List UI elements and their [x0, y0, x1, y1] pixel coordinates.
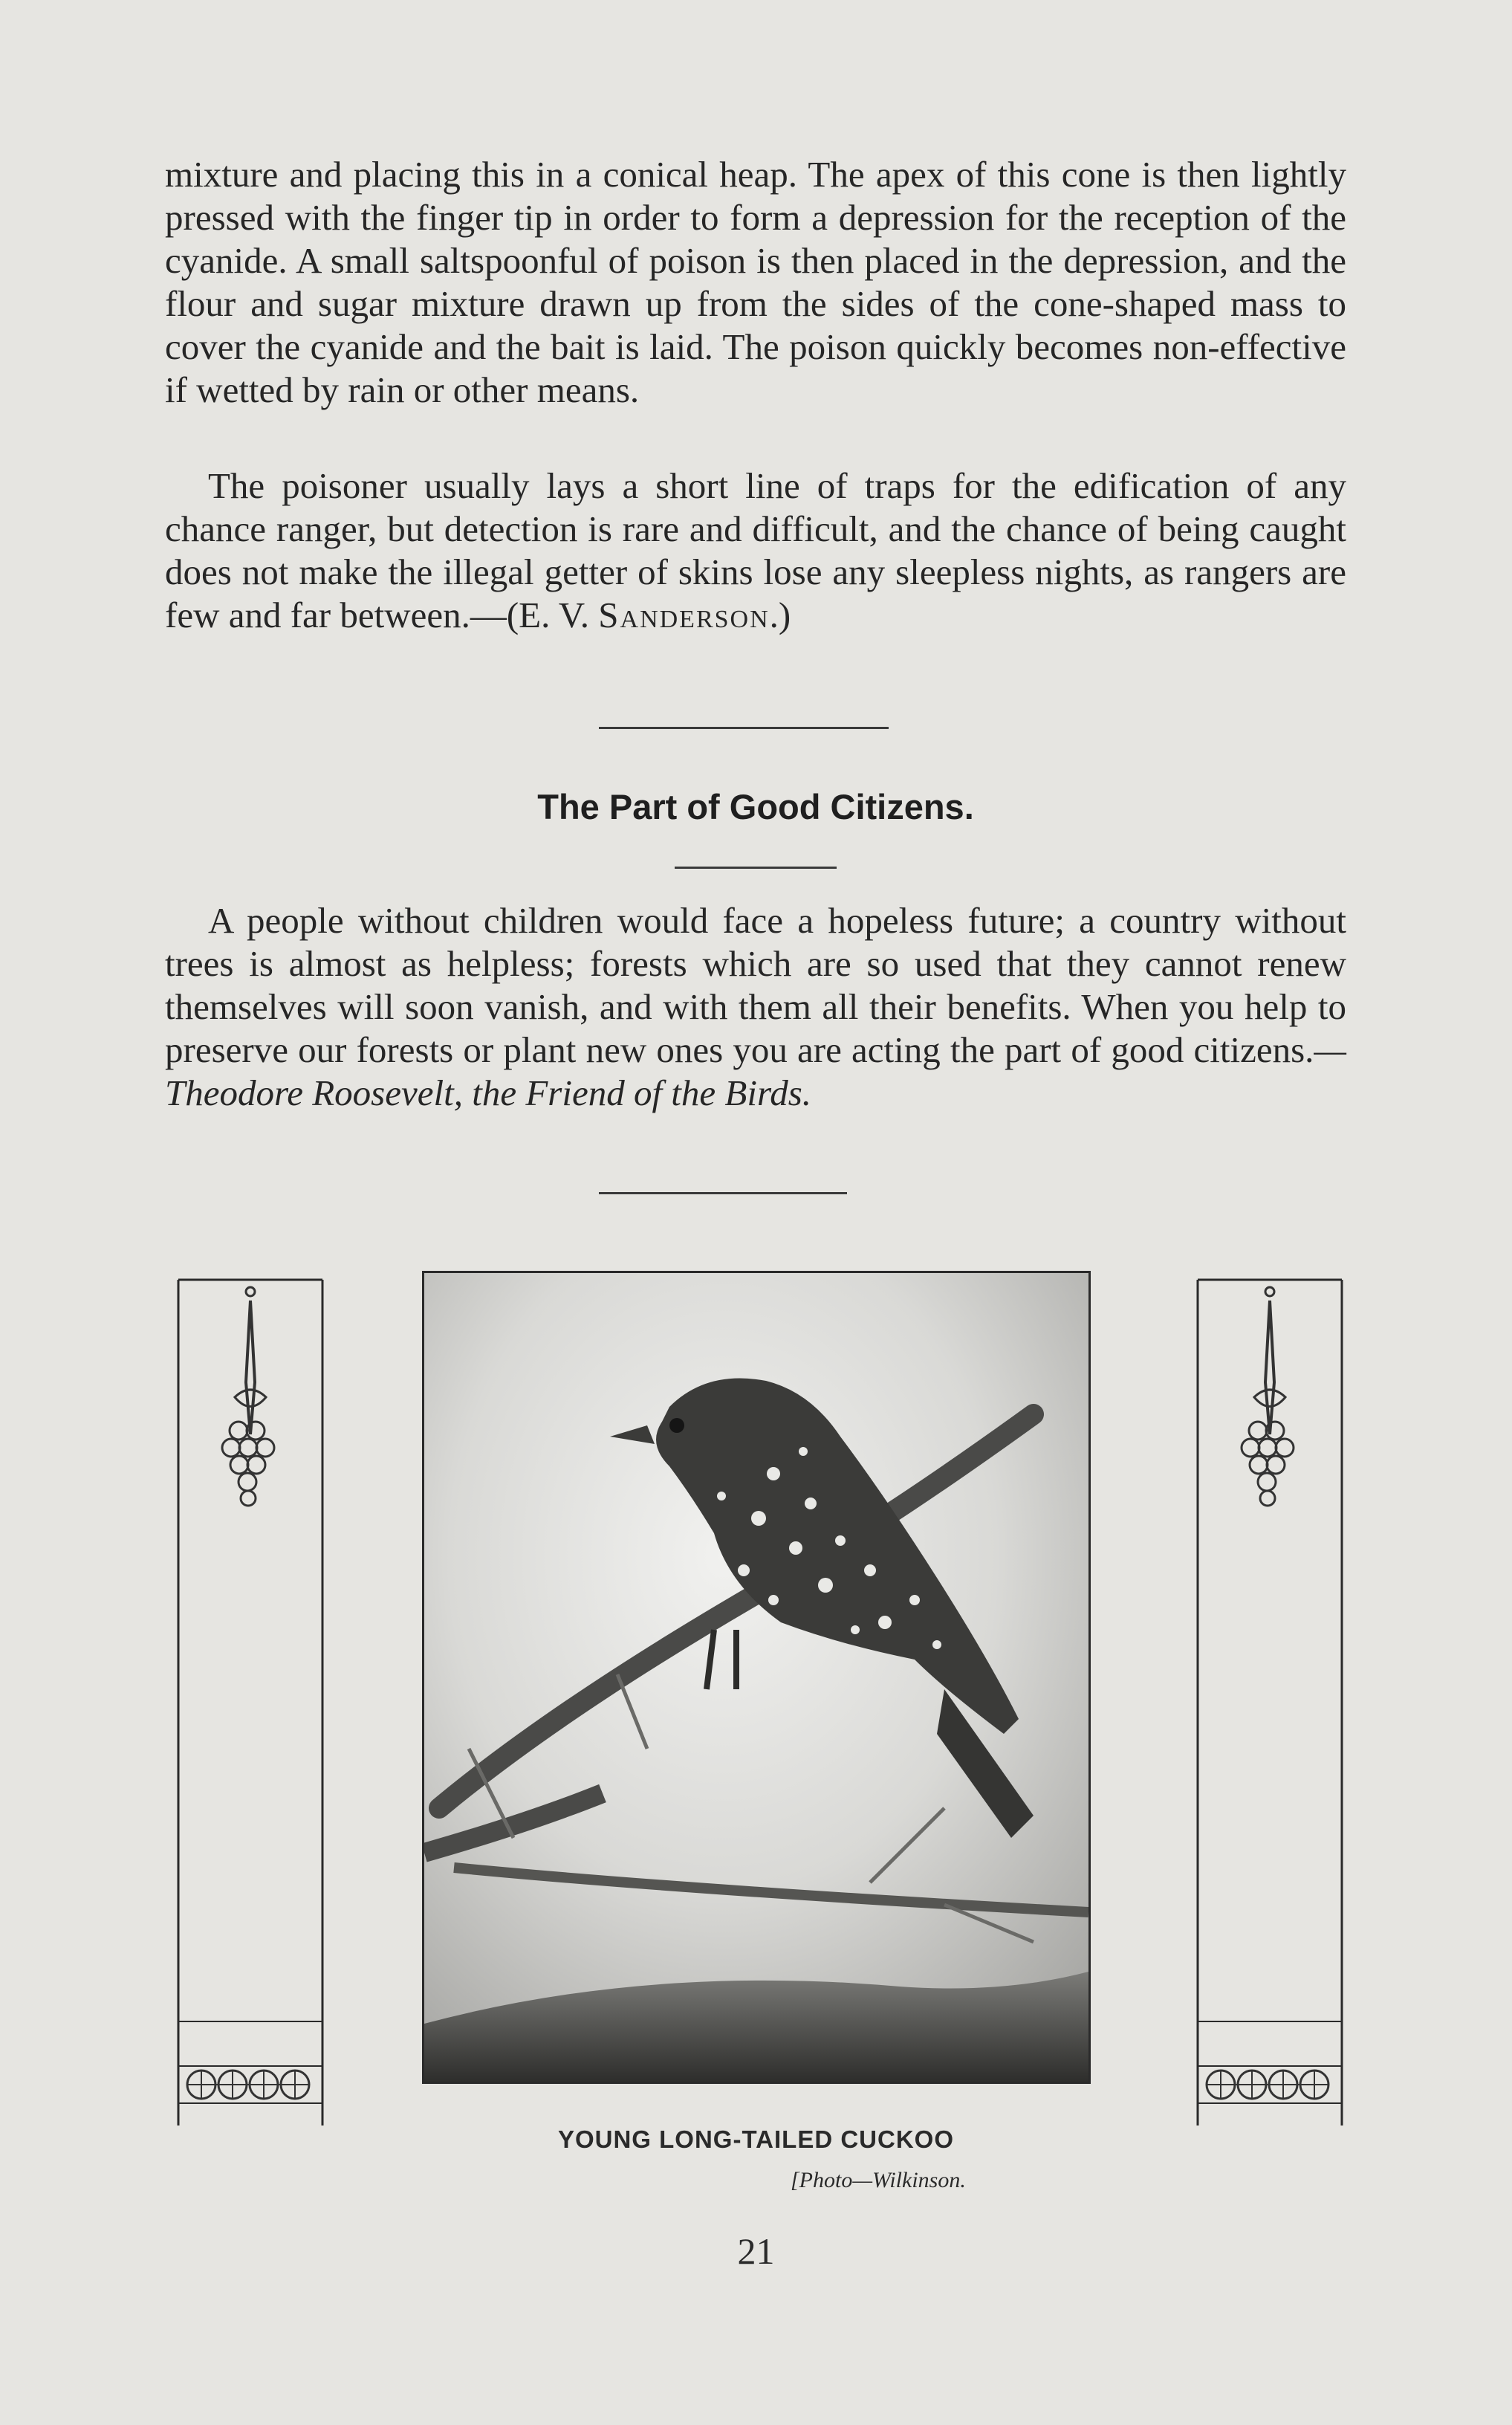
right-decorative-panel: [1195, 1278, 1345, 2125]
grape-ornament-icon: [1242, 1287, 1294, 1506]
border-rosettes-icon: [187, 2071, 309, 2099]
left-decorative-panel: [175, 1278, 325, 2125]
paragraph-body: The poisoner usually lays a short line of traps for the edification of any chance ranger, but detection is rare and difficult, and the chance of being caught does not make the illegal getter of skins lose any sleepless nights, as rangers are few and far between.—(E. V.: [165, 465, 1346, 635]
bird-image: [424, 1273, 1088, 2082]
heading-underline-rule: [675, 867, 837, 869]
border-rosettes-icon: [1207, 2071, 1328, 2099]
author-name: Sanderson: [598, 595, 770, 635]
quote-text: A people without children would face a hopeless future; a country without trees is almost as helpless; forests which are so used that they cannot renew themselves will soon vanish, and with them all their benefits. When you help to preserve our forests or plant new ones you are acting the part of good citizens.: [165, 900, 1346, 1070]
page-number: 21: [737, 2230, 775, 2272]
photo-caption: YOUNG LONG-TAILED CUCKOO: [557, 2125, 955, 2153]
cuckoo-photograph: [422, 1271, 1091, 2084]
roosevelt-quote: [165, 899, 1346, 1115]
quote-divider-rule: [599, 1192, 847, 1194]
paragraph-cyanide-method: [165, 153, 1346, 412]
section-divider-rule: [599, 727, 889, 729]
paragraph-text: [165, 464, 1346, 637]
paragraph-text: [165, 899, 1346, 1115]
photo-credit: [Photo—Wilkinson.: [791, 2168, 966, 2192]
grape-ornament-icon: [222, 1287, 274, 1506]
paragraph-end: .): [769, 595, 791, 635]
quote-attribution: —Theodore Roosevelt, the Friend of the Birds.: [165, 1029, 1346, 1113]
section-heading: The Part of Good Citizens.: [537, 787, 974, 826]
paragraph-text: mixture and placing this in a conical heap. The apex of this cone is then lightly pressed with the finger tip in order to form a depression for the reception of the cyanide. A small saltspoonful of poison is then placed in the depression, and the flour and sugar mixture drawn up from the sides of the cone-shaped mass to cover the cyanide and the bait is laid. The poison quickly becomes non-effective if wetted by rain or other means.: [165, 154, 1346, 410]
paragraph-poisoner: [165, 464, 1346, 637]
